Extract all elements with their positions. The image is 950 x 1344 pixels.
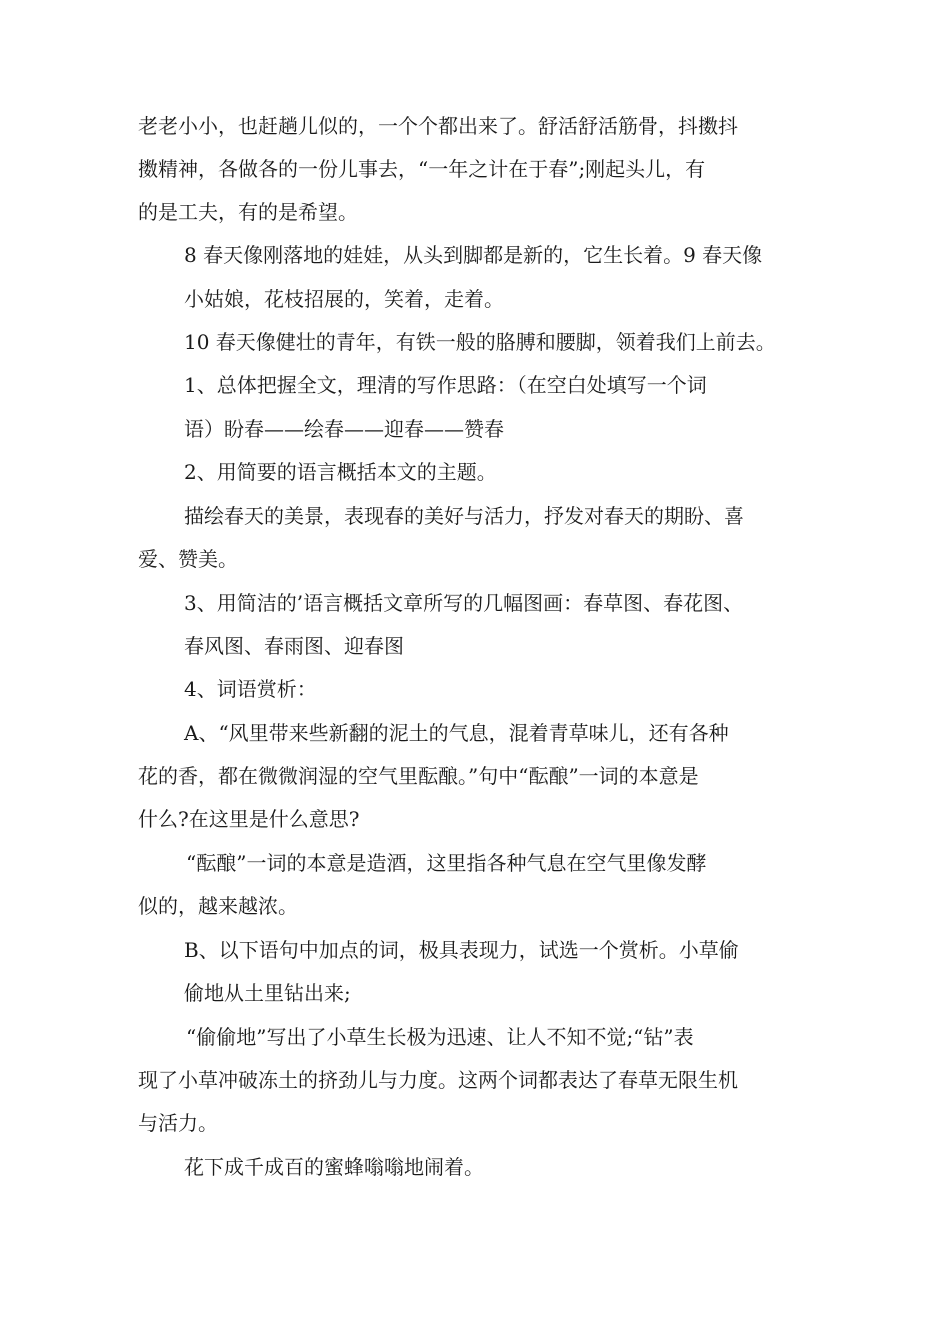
text-line: 与活力。 xyxy=(138,1111,218,1135)
text-line: 花下成千成百的蜜蜂嗡嗡地闹着。 xyxy=(184,1155,484,1179)
text-line: 8 春天像刚落地的娃娃，从头到脚都是新的，它生长着。9 春天像 xyxy=(184,243,763,267)
text-line: 语）盼春——绘春——迎春——赞春 xyxy=(184,417,504,441)
text-line: B、以下语句中加点的词，极具表现力，试选一个赏析。小草偷 xyxy=(184,938,739,962)
text-line: 4、词语赏析： xyxy=(184,677,317,701)
text-line: 现了小草冲破冻土的挤劲儿与力度。这两个词都表达了春草无限生机 xyxy=(138,1068,738,1092)
text-line: 爱、赞美。 xyxy=(138,547,238,571)
text-line: 春风图、春雨图、迎春图 xyxy=(184,634,404,658)
text-line: 擞精神，各做各的一份儿事去，“一年之计在于春”;刚起头儿，有 xyxy=(138,157,706,181)
text-line: 1、总体把握全文，理清的写作思路：（在空白处填写一个词 xyxy=(184,373,707,397)
text-line: 小姑娘，花枝招展的，笑着，走着。 xyxy=(184,287,504,311)
text-line: 偷地从土里钻出来; xyxy=(184,981,351,1005)
text-line: 花的香，都在微微润湿的空气里酝酿。”句中“酝酿”一词的本意是 xyxy=(138,764,699,788)
text-line: 老老小小，也赶趟儿似的，一个个都出来了。舒活舒活筋骨，抖擞抖 xyxy=(138,114,738,138)
text-line: “酝酿”一词的本意是造酒，这里指各种气息在空气里像发酵 xyxy=(186,851,707,875)
text-line: 2、用简要的语言概括本文的主题。 xyxy=(184,460,497,484)
text-line: 的是工夫，有的是希望。 xyxy=(138,200,358,224)
text-line: 描绘春天的美景，表现春的美好与活力，抒发对春天的期盼、喜 xyxy=(184,504,744,528)
text-line: A、“风里带来些新翻的泥土的气息，混着青草味儿，还有各种 xyxy=(184,721,729,745)
text-line: 3、用简洁的’语言概括文章所写的几幅图画：春草图、春花图、 xyxy=(184,591,744,615)
text-line: “偷偷地”写出了小草生长极为迅速、让人不知不觉;“钻”表 xyxy=(186,1025,694,1049)
text-line: 什么?在这里是什么意思? xyxy=(138,807,360,831)
text-line: 似的，越来越浓。 xyxy=(138,894,298,918)
text-line: 10 春天像健壮的青年，有铁一般的胳膊和腰脚，领着我们上前去。 xyxy=(184,330,776,354)
